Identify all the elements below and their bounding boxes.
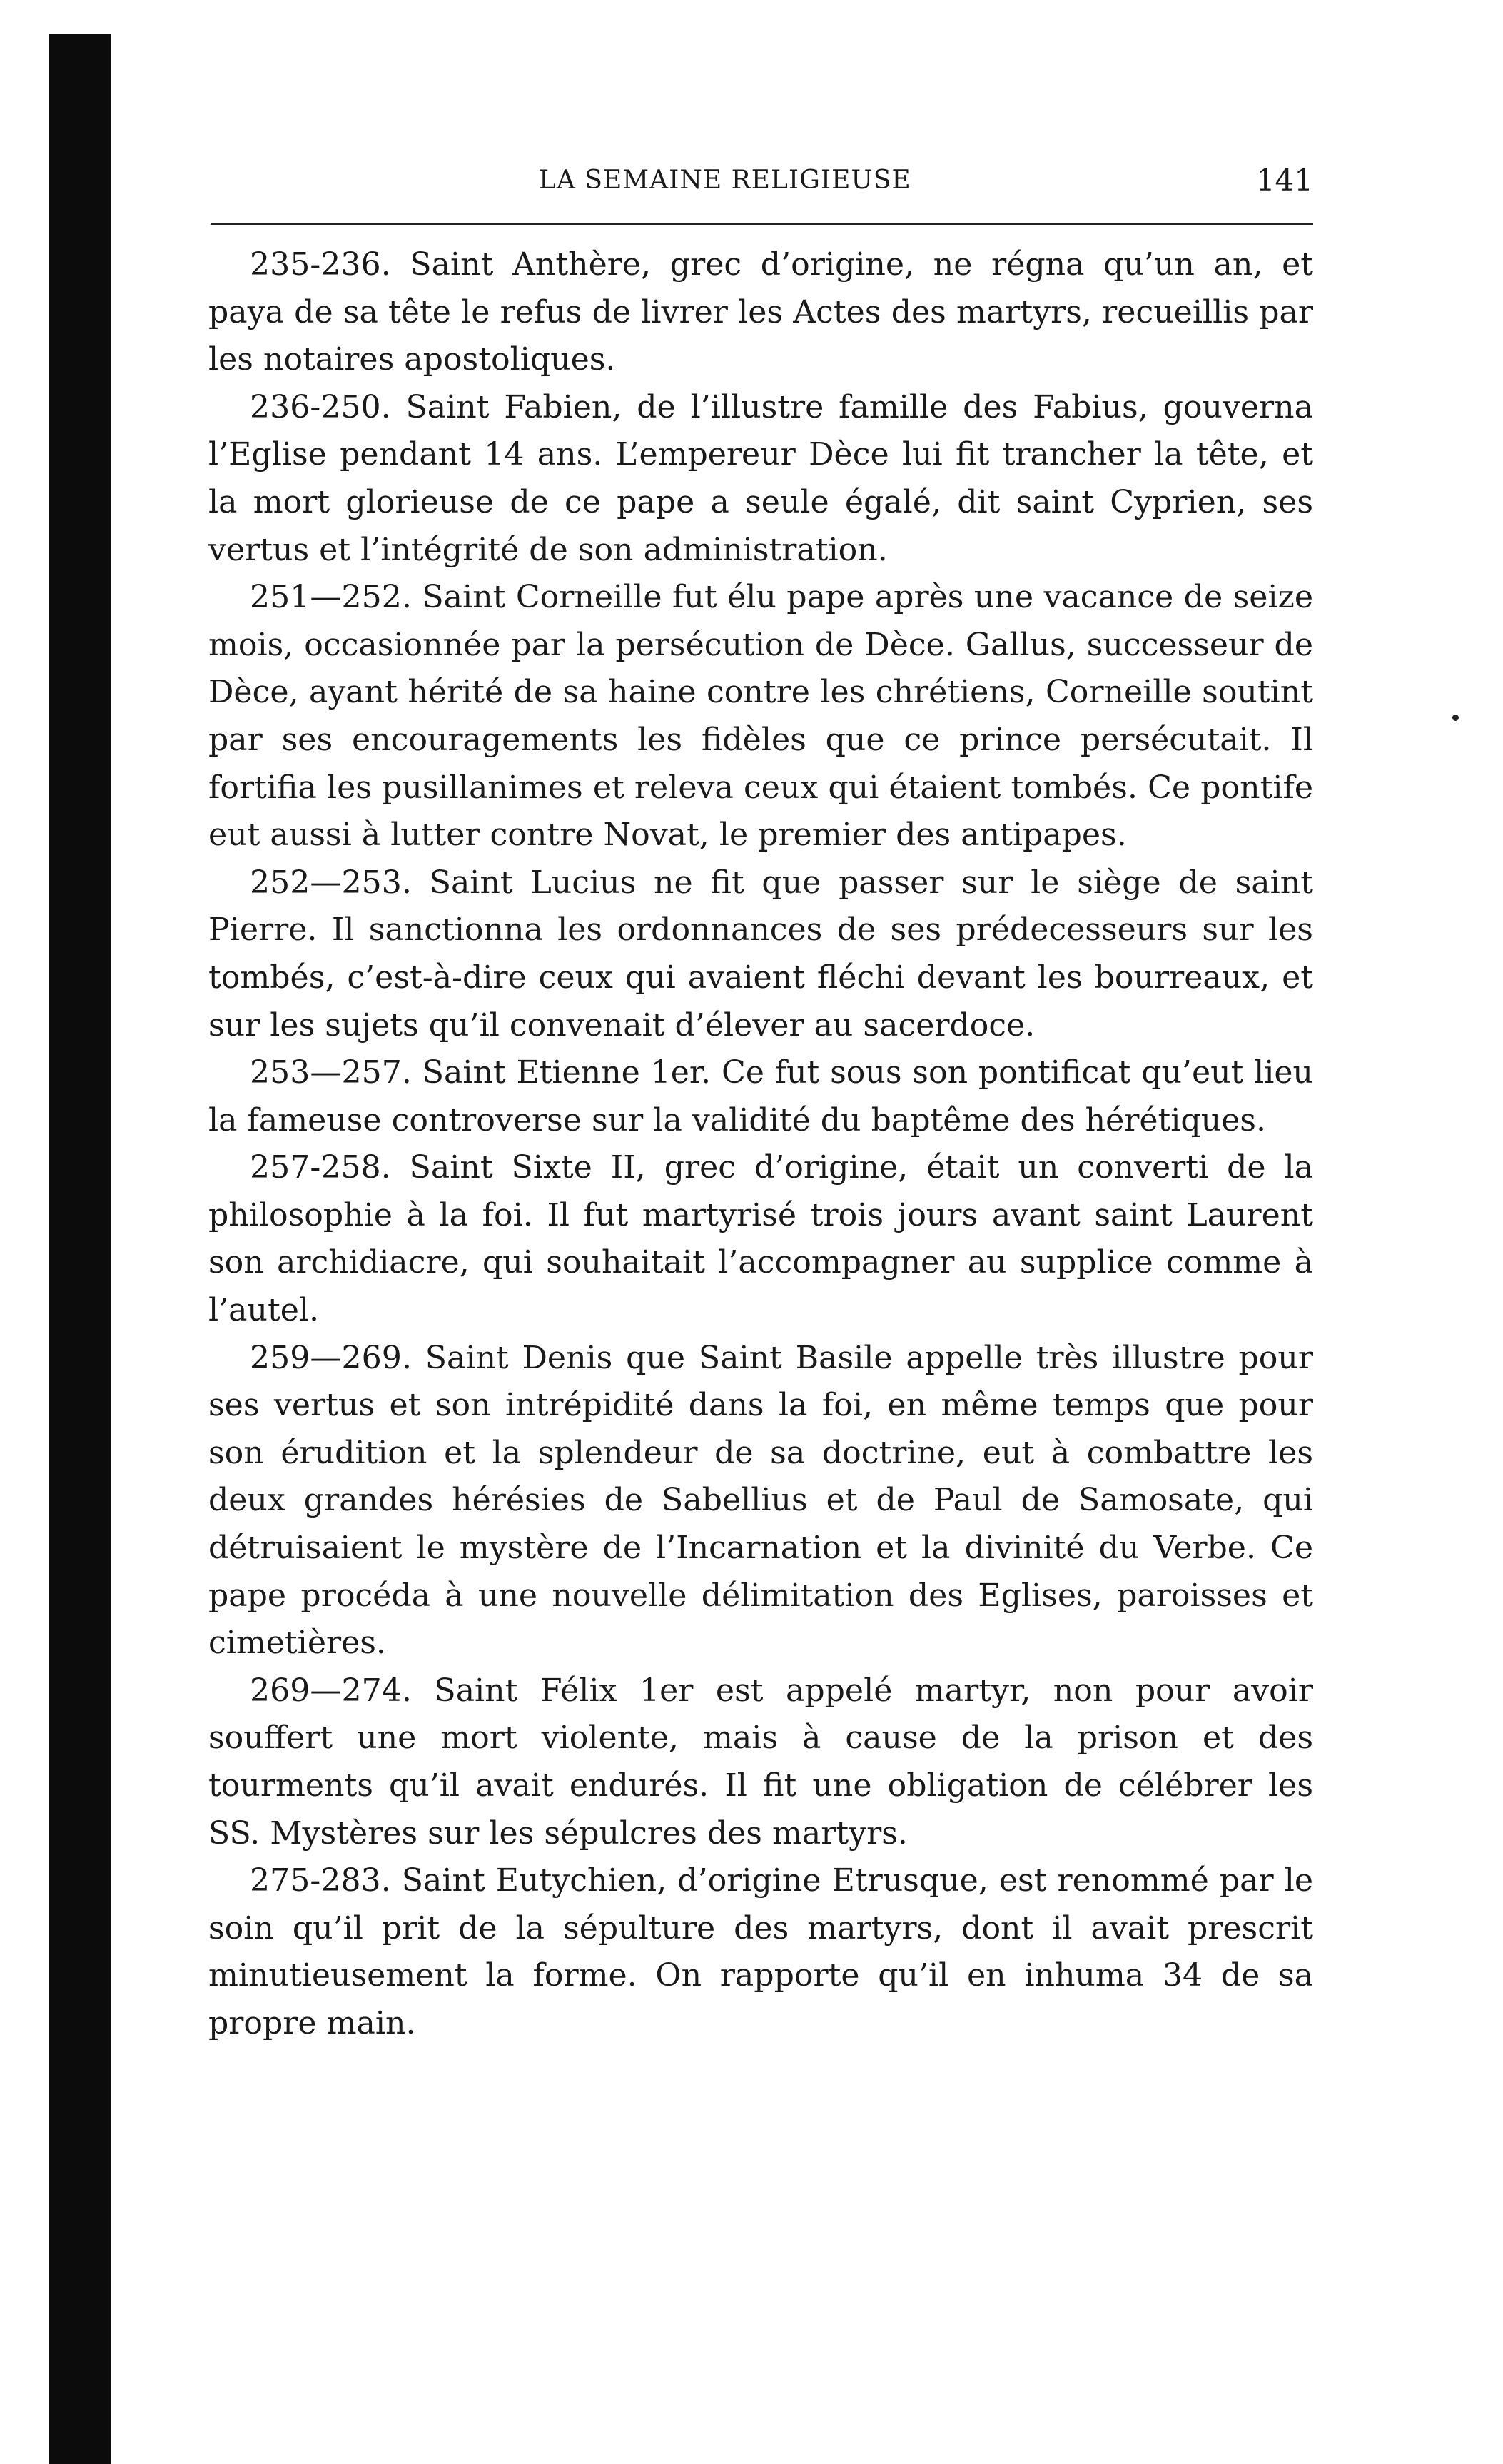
paragraph-denis: 259—269. Saint Denis que Saint Basile appelle très illustre pour ses vertus et son intrépidité dans la foi, en même temps que pour son érudition et la splendeur de sa doctrine, eut à combattre les deux grandes hérésies de Sabellius et de Paul de Samosate, qui détruisaient le mystère de l’Incarnation et la divinité du Verbe. Ce pape procéda à une nouvelle délimitation des Eglises, paroisses et cimetières. — [208, 1339, 1313, 1662]
paragraph-eutychien: 275-283. Saint Eutychien, d’origine Etrusque, est renommé par le soin qu’il prit de la sépulture des martyrs, dont il avait prescrit minutieusement la forme. On rapporte qu’il en inhuma 34 de sa propre main. — [208, 1862, 1313, 2041]
paragraph-felix: 269—274. Saint Félix 1er est appelé martyr, non pour avoir souffert une mort violente, mais à cause de la prison et des tourments qu’il avait endurés. Il fit une obligation de célébrer les SS. Mystères sur les sépulcres des martyrs. — [208, 1672, 1313, 1852]
paragraph-antere: 235-236. Saint Anthère, grec d’origine, ne régna qu’un an, et paya de sa tête le refus de livrer les Actes des martyrs, recueillis par les notaires apostoliques. — [208, 246, 1313, 378]
paragraph-lucius: 252—253. Saint Lucius ne fit que passer sur le siège de saint Pierre. Il sanctionna les ordonnances de ses prédecesseurs sur les tombés, c’est-à-dire ceux qui avaient fléchi devant les bourreaux, et sur les sujets qu’il convenait d’élever au sacerdoce. — [208, 864, 1313, 1044]
running-title: LA SEMAINE RELIGIEUSE — [539, 166, 911, 195]
body-text — [208, 241, 1313, 2048]
paragraph-etienne: 253—257. Saint Etienne 1er. Ce fut sous son pontificat qu’eut lieu la fameuse controverse sur la validité du baptême des hérétiques. — [208, 1054, 1313, 1138]
paragraph-sixte: 257-258. Saint Sixte II, grec d’origine, était un converti de la philosophie à la foi. Il fut martyrisé trois jours avant saint Laurent son archidiacre, qui souhaitait l’accompagner au supplice comme à l’autel. — [208, 1149, 1313, 1329]
paragraph-fabien: 236-250. Saint Fabien, de l’illustre famille des Fabius, gouverna l’Eglise pendant 14 ans. L’empereur Dèce lui fit trancher la tête, et la mort glorieuse de ce pape a seule égalé, dit saint Cyprien, ses vertus et l’intégrité de son administration. — [208, 388, 1313, 568]
page-header — [211, 163, 1313, 208]
scan-binding-edge — [49, 34, 111, 2464]
header-rule — [211, 223, 1313, 225]
ink-speck — [1452, 715, 1459, 721]
page-number: 141 — [1255, 163, 1313, 198]
paragraph-corneille: 251—252. Saint Corneille fut élu pape après une vacance de seize mois, occasionnée par la persécution de Dèce. Gallus, successeur de Dèce, ayant hérité de sa haine contre les chrétiens, Corneille soutint par ses encouragements les fidèles que ce prince persécutait. Il fortifia les pusillanimes et releva ceux qui étaient tombés. Ce pontife eut aussi à lutter contre Novat, le premier des antipapes. — [208, 579, 1313, 854]
